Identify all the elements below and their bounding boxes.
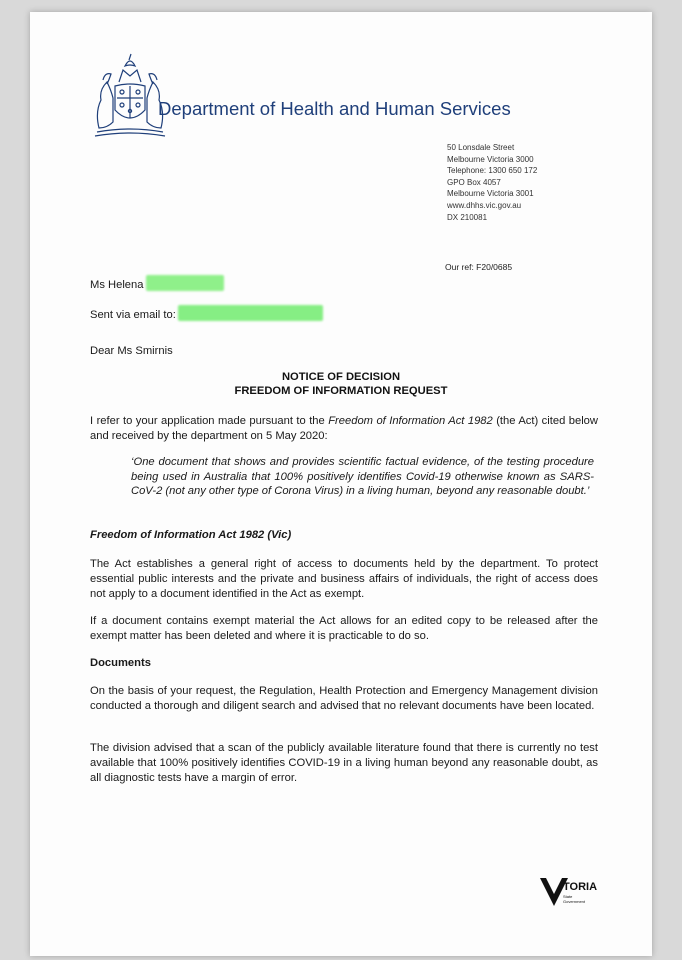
website-link[interactable]: www.dhhs.vic.gov.au [447, 200, 522, 210]
intro-paragraph [90, 414, 598, 444]
recipient-name [90, 275, 224, 291]
notice-subtitle: FREEDOM OF INFORMATION REQUEST [234, 385, 448, 397]
intro-text: I refer to your application made pursuant to the [90, 415, 329, 427]
victoria-wordmark: TORIA [563, 881, 598, 893]
department-address [447, 142, 537, 223]
redaction-highlight [178, 305, 323, 321]
our-reference: Our ref: F20/0685 [445, 262, 513, 272]
address-line: DX 210081 [447, 212, 488, 222]
state-label: State [563, 894, 573, 899]
request-quote: ‘One document that shows and provides scientific factual evidence, of the testing procedure being used in Australia that 100% positively identifies Covid-19 otherwise known as SARS-CoV-2 (not any other type of Corona Virus) in a living human, beyond any reasonable doubt.’ [131, 456, 594, 497]
department-name: Department of Health and Human Services [158, 98, 511, 119]
recipient-name-text: Ms Helena [90, 279, 144, 291]
act-paragraph-2: If a document contains exempt material the Act allows for an edited copy to be released after the exempt matter has been deleted and where it is practicable to do so. [90, 615, 598, 642]
redaction-highlight [146, 275, 224, 291]
act-name: Freedom of Information Act 1982 [328, 415, 493, 427]
address-line: GPO Box 4057 [447, 177, 501, 187]
government-label: Government [563, 899, 586, 904]
address-line: Melbourne Victoria 3001 [447, 189, 534, 199]
sent-via-label: Sent via email to: [90, 309, 176, 321]
notice-title: NOTICE OF DECISION [281, 371, 401, 383]
intro-text: (the Act) cited below and received by the department on 5 May 2020: [90, 415, 598, 442]
address-line: 50 Lonsdale Street [447, 143, 515, 152]
address-line: Melbourne Victoria 3000 [447, 154, 534, 164]
act-paragraph-1: The Act establishes a general right of access to documents held by the department. To protect essential public interests and the private and business affairs of individuals, the right of access does not apply to a document identified in the Act as exempt. [90, 558, 598, 600]
documents-paragraph-2: The division advised that a scan of the publicly available literature found that there is currently no test available that 100% positively identifies COVID-19 in a living human beyond any reasonable doubt, as all diagnostic tests have a margin of error. [90, 742, 598, 784]
address-line: Telephone: 1300 650 172 [447, 166, 538, 176]
sent-via-email [90, 305, 323, 321]
section-heading-act: Freedom of Information Act 1982 (Vic) [90, 529, 292, 541]
victoria-state-government-logo-icon [538, 874, 608, 916]
documents-paragraph-1: On the basis of your request, the Regulation, Health Protection and Emergency Management division conducted a thorough and diligent search and advised that no relevant documents have been located. [90, 685, 598, 712]
salutation: Dear Ms Smirnis [90, 345, 173, 357]
section-heading-documents: Documents [90, 657, 151, 669]
letter-page [30, 12, 652, 956]
